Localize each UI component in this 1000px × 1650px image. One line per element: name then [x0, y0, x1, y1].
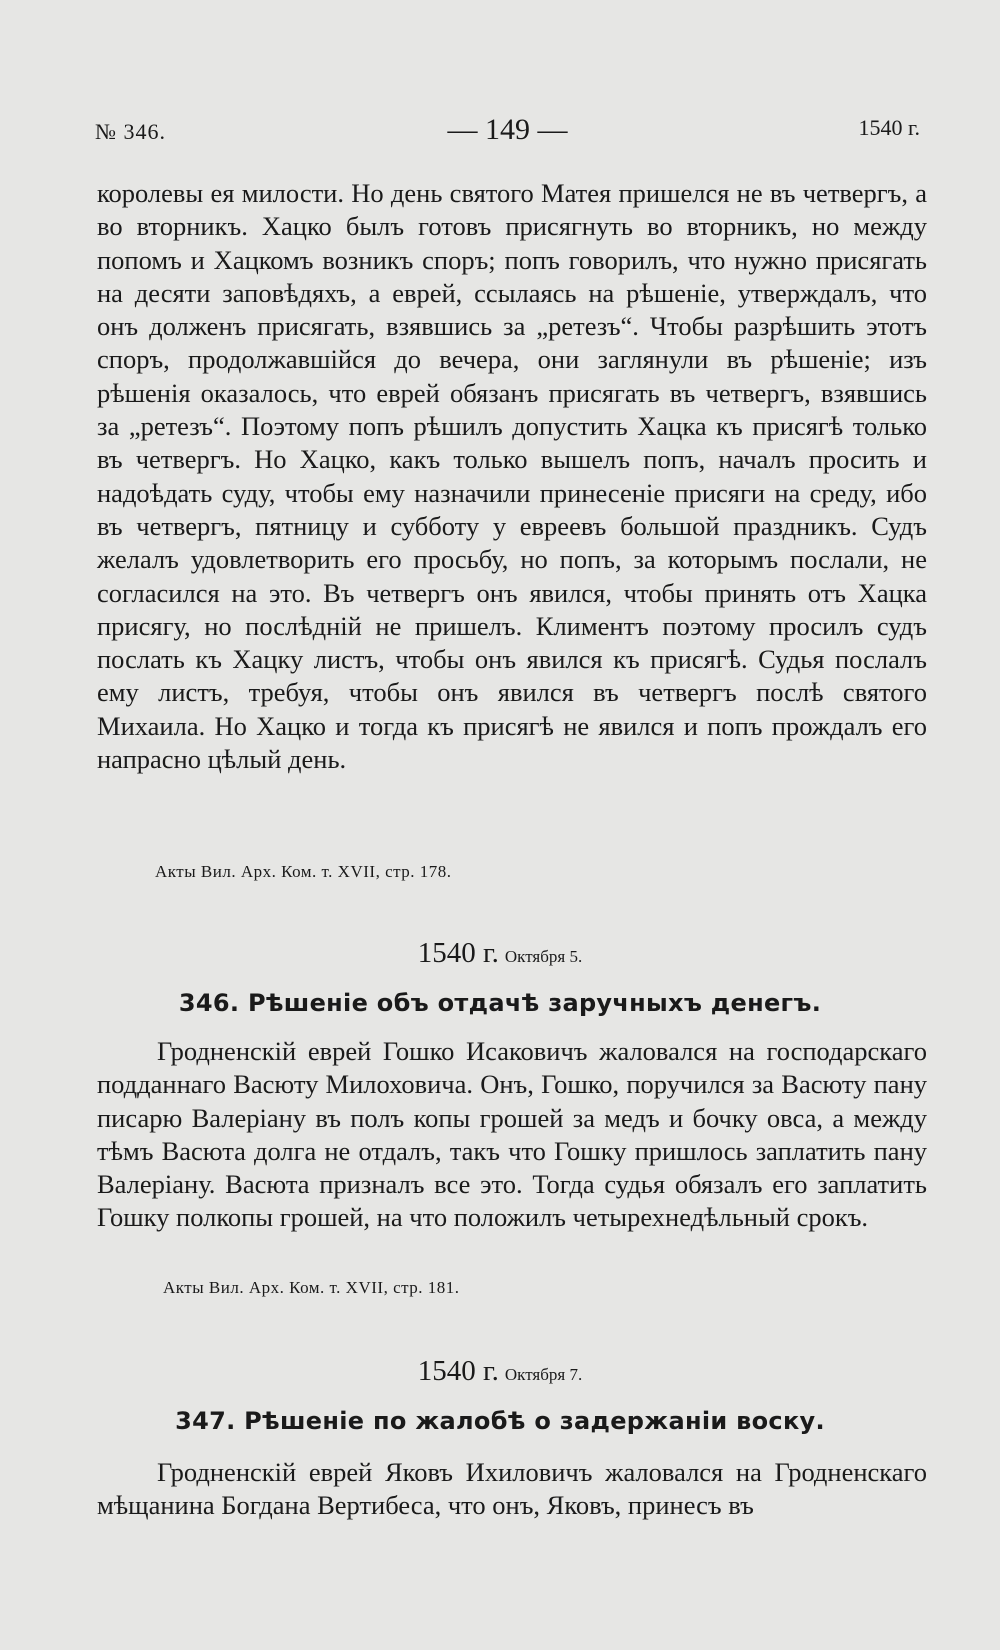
entry-346-date-day: Октября 5. [504, 947, 583, 966]
header-doc-number: № 346. [95, 119, 166, 144]
entry-347-date [0, 1355, 1000, 1388]
entry-347-body [97, 1456, 927, 1523]
entry-346-body [97, 1035, 927, 1235]
continuation-paragraph-block [97, 177, 927, 776]
entry-346-date-year: 1540 г. [417, 937, 499, 969]
entry-346-citation: Акты Вил. Арх. Ком. т. XVII, стр. 181. [163, 1278, 460, 1297]
entry-347-date-day: Октября 7. [504, 1365, 583, 1384]
header-year: 1540 г. [858, 115, 920, 140]
entry-346-paragraph: Гродненскій еврей Гошко Исаковичъ жаловался на господарскаго подданнаго Васюту Милоховича. Онъ, Гошко, поручился за Васюту пану писарю Валеріану въ полъ копы грошей за медъ и бочку овса, а между тѣмъ Васюта долга не отдалъ, такъ что Гошку пришлось заплатить пану Валеріану. Васюта призналъ все это. Тогда судья обязалъ его заплатить Гошку полкопы грошей, на что положилъ четырехнедѣльный срокъ. [97, 1036, 927, 1233]
continuation-paragraph: королевы ея милости. Но день святого Матея пришелся не въ четвергъ, а во вторникъ. Хацко былъ готовъ присягнуть во вторникъ, но между попомъ и Хацкомъ возникъ споръ; попъ говорилъ, что нужно присягать на десяти заповѣдяхъ, а еврей, ссылаясь на рѣшеніе, утверждалъ, что онъ долженъ присягать, взявшись за „ретезъ“. Чтобы разрѣшить этотъ споръ, продолжавшійся до вечера, они заглянули въ рѣшеніе; изъ рѣшенія оказалось, что еврей обязанъ присягать въ четвергъ, взявшись за „ретезъ“. Поэтому попъ рѣшилъ допустить Хацка къ присягѣ только въ четвергъ. Но Хацко, какъ только вышелъ попъ, началъ просить и надоѣдать суду, чтобы ему назначили принесеніе присяги на среду, ибо въ четвергъ, пятницу и субботу у евреевъ большой праздникъ. Судъ желалъ удовлетворить его просьбу, но попъ, за которымъ послали, не согласился на это. Въ четвергъ онъ явился, чтобы принять отъ Хацка присягу, но послѣдній не пришелъ. Климентъ поэтому просилъ судъ послать къ Хацку листъ, чтобы онъ явился къ присягѣ. Судья послалъ ему листъ, требуя, чтобы онъ явился въ четвергъ послѣ святого Михаила. Но Хацко и тогда къ присягѣ не явился и попъ прождалъ его напрасно цѣлый день. [97, 178, 927, 775]
entry-346-date [0, 937, 1000, 970]
page-header [95, 113, 920, 153]
entry-347-date-year: 1540 г. [417, 1355, 499, 1387]
entry-346-title: 346. Рѣшеніе объ отдачѣ заручныхъ денегъ. [178, 989, 822, 1017]
continuation-citation: Акты Вил. Арх. Ком. т. XVII, стр. 178. [155, 862, 452, 881]
header-page-number: — 149 — [447, 113, 568, 146]
entry-347-paragraph: Гродненскій еврей Яковъ Ихиловичъ жаловался на Гродненскаго мѣщанина Богдана Вертибеса, что онъ, Яковъ, принесъ въ [97, 1457, 927, 1521]
entry-347-title: 347. Рѣшеніе по жалобѣ о задержаніи воску. [175, 1407, 825, 1435]
